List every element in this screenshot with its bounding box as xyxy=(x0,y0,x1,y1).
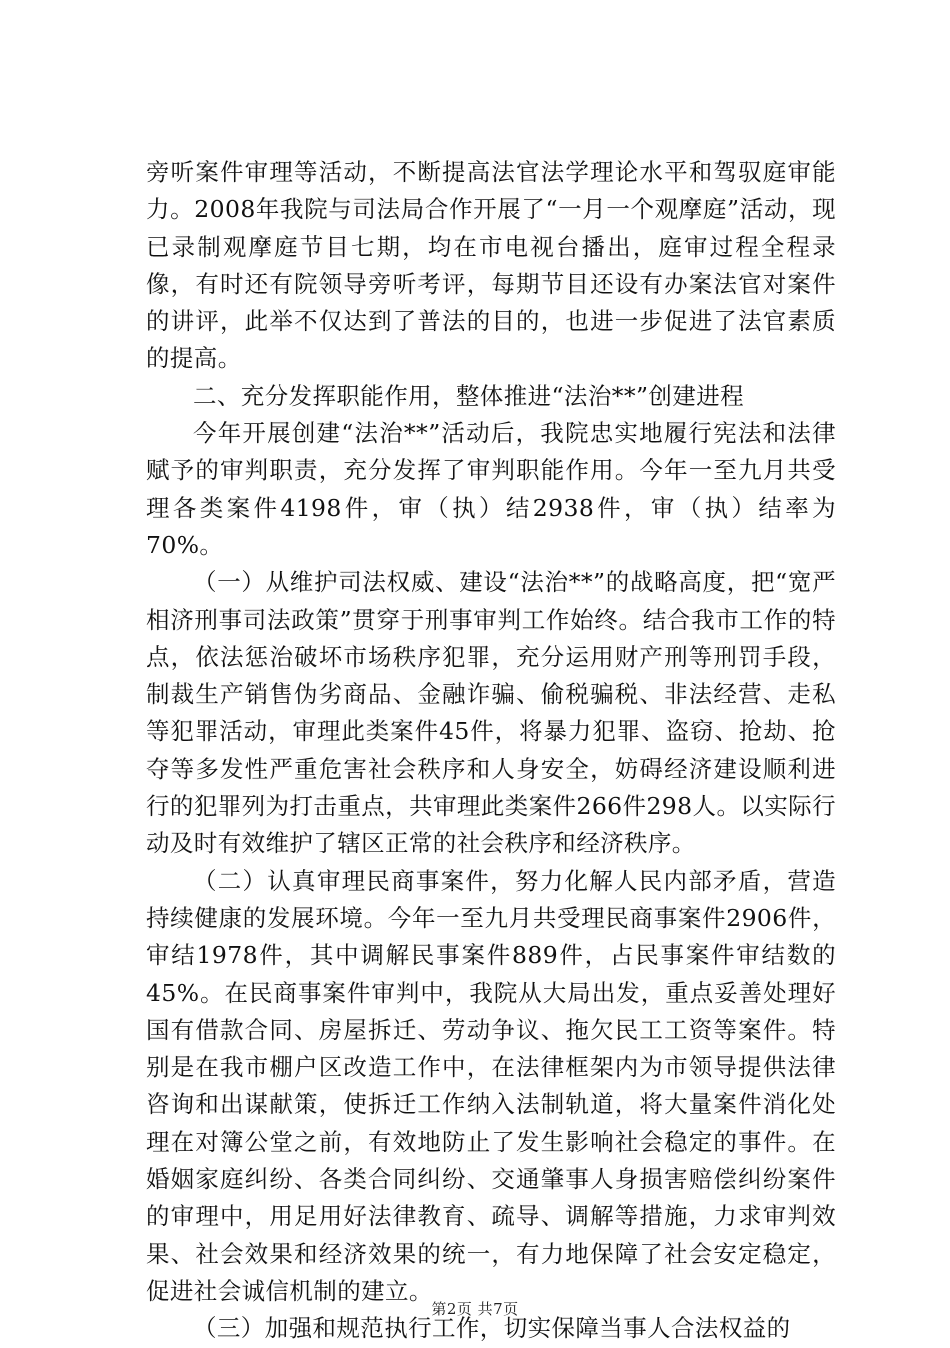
body-paragraph: 今年开展创建“法治**”活动后，我院忠实地履行宪法和法律赋予的审判职责，充分发挥了审判职能作用。今年一至九月共受理各类案件4198件，审（执）结2938件，审（执）结率为70%。 xyxy=(146,419,836,559)
body-paragraph: （二）认真审理民商事案件，努力化解人民内部矛盾，营造持续健康的发展环境。今年一至九月共受理民商事案件2906件，审结1978件，其中调解民事案件889件，占民事案件审结数的45%。在民商事案件审判中，我院从大局出发，重点妥善处理好国有借款合同、房屋拆迁、劳动争议、拖欠民工工资等案件。特别是在我市棚户区改造工作中，在法律框架内为市领导提供法律咨询和出谋献策，使拆迁工作纳入法制轨道，将大量案件消化处理在对簿公堂之前，有效地防止了发生影响社会稳定的事件。在婚姻家庭纠纷、各类合同纠纷、交通肇事人身损害赔偿纠纷案件的审理中，用足用好法律教育、疏导、调解等措施，力求审判效果、社会效果和经济效果的统一，有力地保障了社会安定稳定，促进社会诚信机制的建立。 xyxy=(146,866,836,1305)
section-heading: 二、充分发挥职能作用，整体推进“法治**”创建进程 xyxy=(193,381,745,410)
page-footer: 第2页 共7页 xyxy=(431,1300,519,1318)
body-paragraph: （一）从维护司法权威、建设“法治**”的战略高度，把“宽严相济刑事司法政策”贯穿于刑事审判工作始终。结合我市工作的特点，依法惩治破坏市场秩序犯罪，充分运用财产刑等刑罚手段，制裁生产销售伪劣商品、金融诈骗、偷税骗税、非法经营、走私等犯罪活动，审理此类案件45件，将暴力犯罪、盗窃、抢劫、抢夺等多发性严重危害社会秩序和人身安全，妨碍经济建设顺利进行的犯罪列为打击重点，共审理此类案件266件298人。以实际行动及时有效维护了辖区正常的社会秩序和经济秩序。 xyxy=(146,568,836,858)
body-paragraph: 旁听案件审理等活动，不断提高法官法学理论水平和驾驭庭审能力。2008年我院与司法局合作开展了“一月一个观摩庭”活动，现已录制观摩庭节目七期，均在市电视台播出，庭审过程全程录像，有时还有院领导旁听考评，每期节目还设有办案法官对案件的讲评，此举不仅达到了普法的目的，也进一步促进了法官素质的提高。 xyxy=(146,158,836,373)
document-body xyxy=(146,154,836,1348)
body-paragraph: （三）加强和规范执行工作，切实保障当事人合法权益的 xyxy=(193,1314,791,1343)
